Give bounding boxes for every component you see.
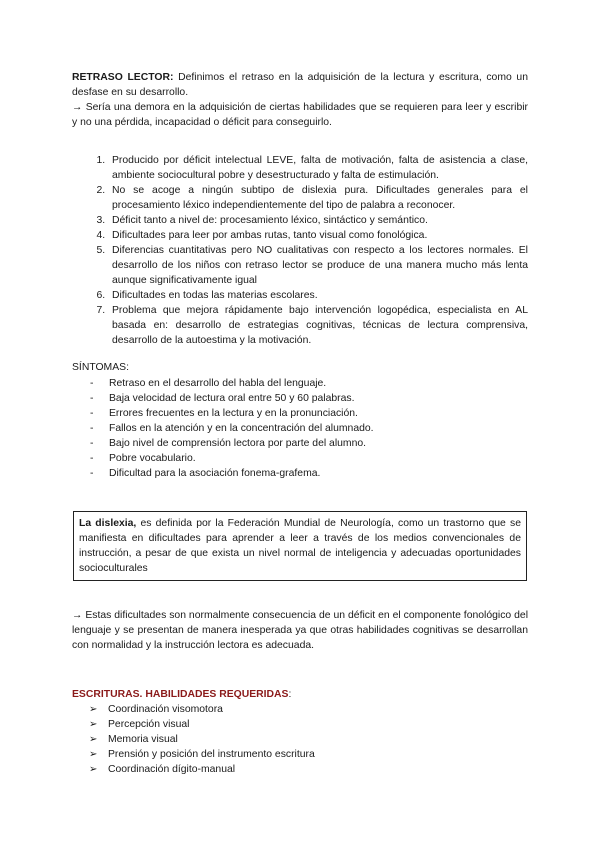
phonological-note: → Estas dificultades son normalmente consecuencia de un déficit en el componente fonológico del lenguaje y se presentan de manera inesperada ya que otras habilidades cognitivas se desarrollan con normalidad y la instrucción lectora es adecuada. bbox=[72, 610, 528, 651]
sintomas-list bbox=[72, 376, 528, 481]
escrituras-list bbox=[72, 702, 528, 777]
document-page bbox=[72, 70, 528, 777]
sintoma-item: - Retraso en el desarrollo del habla del lenguaje. bbox=[90, 376, 528, 391]
cause-item: 2. No se acoge a ningún subtipo de dislexia pura. Dificultades generales para el procesamiento léxico independientemente del tipo de palabra a reconocer. bbox=[108, 183, 528, 213]
cause-item: 4. Dificultades para leer por ambas rutas, tanto visual como fonológica. bbox=[108, 228, 528, 243]
sintoma-item: - Fallos en la atención y en la concentración del alumnado. bbox=[90, 421, 528, 436]
sintoma-item: - Errores frecuentes en la lectura y en la pronunciación. bbox=[90, 406, 528, 421]
causes-list bbox=[72, 153, 528, 348]
dislexia-definition bbox=[79, 516, 521, 576]
dislexia-definition-box bbox=[73, 511, 527, 581]
sintoma-item: - Baja velocidad de lectura oral entre 50 y 60 palabras. bbox=[90, 391, 528, 406]
habilidad-item: ➢ Coordinación visomotora bbox=[89, 702, 528, 717]
retraso-heading: RETRASO LECTOR: bbox=[72, 72, 174, 83]
sintoma-item: - Pobre vocabulario. bbox=[90, 451, 528, 466]
escrituras-title: ESCRITURAS. HABILIDADES REQUERIDAS bbox=[72, 689, 289, 700]
habilidad-item: ➢ Prensión y posición del instrumento escritura bbox=[89, 747, 528, 762]
cause-item: 1. Producido por déficit intelectual LEVE, falta de motivación, falta de asistencia a clase, ambiente sociocultural pobre y desestructurado y falta de estimulación. bbox=[108, 153, 528, 183]
cause-item: 5. Diferencias cuantitativas pero NO cualitativas con respecto a los lectores normales. El desarrollo de los niños con retraso lector se produce de una manera mucho más lenta aunque significativamente igual bbox=[108, 243, 528, 288]
habilidad-item: ➢ Memoria visual bbox=[89, 732, 528, 747]
escrituras-colon: : bbox=[288, 689, 292, 700]
retraso-arrow-line: → Sería una demora en la adquisición de ciertas habilidades que se requieren para leer y escribir y no una pérdida, incapacidad o déficit para conseguirlo. bbox=[72, 102, 528, 128]
dislexia-term: La dislexia, bbox=[79, 518, 137, 529]
retraso-definition bbox=[72, 70, 528, 100]
habilidad-item: ➢ Percepción visual bbox=[89, 717, 528, 732]
dislexia-text: es definida por la Federación Mundial de Neurología, como un trastorno que se manifiesta en dificultades para aprender a leer a través de los medios convencionales de instrucción, a pesar de que exista un nivel normal de inteligencia y adecuadas oportunidades socioculturales bbox=[79, 518, 521, 574]
cause-item: 6. Dificultades en todas las materias escolares. bbox=[108, 288, 528, 303]
retraso-definition-text: Definimos el retraso en la adquisición de la lectura y escritura, como un desfase en su desarrollo. bbox=[72, 72, 528, 98]
sintoma-item: - Dificultad para la asociación fonema-grafema. bbox=[90, 466, 528, 481]
sintomas-title: SÍNTOMAS: bbox=[72, 362, 129, 373]
habilidad-item: ➢ Coordinación dígito-manual bbox=[89, 762, 528, 777]
cause-item: 3. Déficit tanto a nivel de: procesamiento léxico, sintáctico y semántico. bbox=[108, 213, 528, 228]
escrituras-heading bbox=[72, 687, 528, 702]
sintoma-item: - Bajo nivel de comprensión lectora por parte del alumno. bbox=[90, 436, 528, 451]
cause-item: 7. Problema que mejora rápidamente bajo intervención logopédica, especialista en AL basada en: desarrollo de estrategias cognitivas, técnicas de lectura comprensiva, desarrollo de la autoestima y la motivación. bbox=[108, 303, 528, 348]
